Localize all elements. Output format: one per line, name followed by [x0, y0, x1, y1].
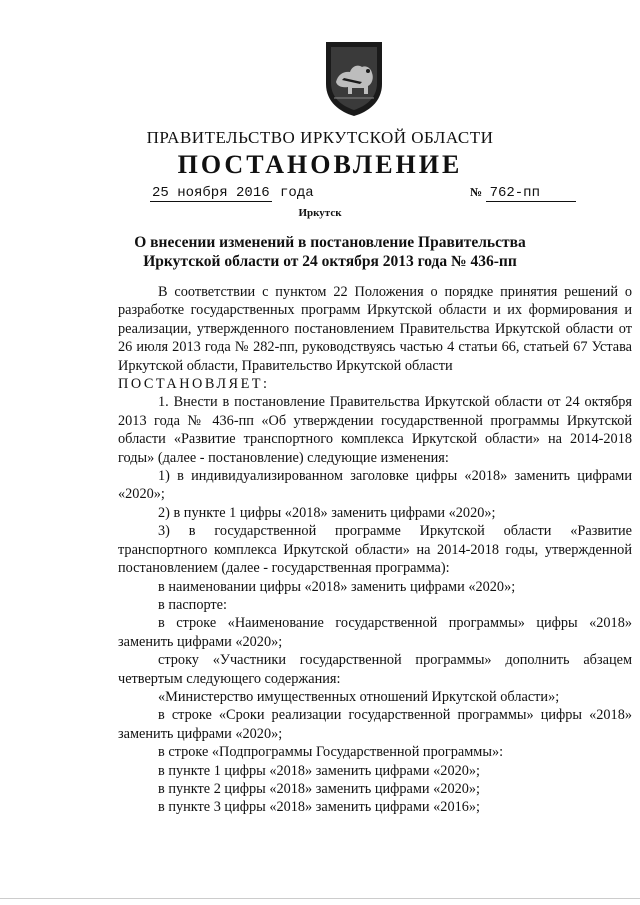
paragraph-subitem-2: 2) в пункте 1 цифры «2018» заменить цифрами «2020»;	[158, 504, 496, 521]
paragraph-subprograms-row: в строке «Подпрограммы Государственной программы»:	[158, 744, 504, 761]
decree-subject: О внесении изменений в постановление Правительства Иркутской области от 24 октября 2013 года № 436-пп	[134, 234, 526, 270]
page-bottom-edge	[0, 898, 640, 899]
paragraph-resolves: ПОСТАНОВЛЯЕТ:	[118, 376, 270, 393]
paragraph-subitem-1: 1) в индивидуализированном заголовке цифры «2018» заменить цифрами «2020»;	[118, 468, 632, 503]
city-name: Иркутск	[298, 207, 342, 219]
document-type-title: ПОСТАНОВЛЕНИЕ	[177, 150, 463, 179]
paragraph-ministry-quote: «Министерство имущественных отношений Иркутской области»;	[158, 688, 560, 705]
irkutsk-coat-of-arms-icon	[322, 38, 386, 118]
number-sign: №	[470, 185, 483, 199]
paragraph-program-name-row: в строке «Наименование государственной программы» цифры «2018» заменить цифрами «2020»;	[118, 615, 632, 650]
paragraph-point-2: в пункте 2 цифры «2018» заменить цифрами «2020»;	[158, 780, 481, 797]
paragraph-point-3: в пункте 3 цифры «2018» заменить цифрами «2016»;	[158, 799, 481, 816]
date-value: 25 ноября 2016	[152, 185, 270, 201]
paragraph-preamble: В соответствии с пунктом 22 Положения о порядке принятия решений о разработке государственных программ Иркутской области и их формирования и реализации, утвержденного постановлением Правительства Иркутской области от 26 июля 2013 года № 282-пп, руководствуясь частью 4 статьи 66, статьей 67 Устава Иркутской области, Правительство Иркутской области	[118, 284, 632, 374]
decree-date	[150, 185, 314, 201]
number-value: 762-пп	[486, 185, 576, 202]
paragraph-subitem-3: 3) в государственной программе Иркутской области «Развитие транспортного комплекса Иркутской области» на 2014-2018 годы, утвержденной постановлением (далее - государственная программа):	[118, 523, 632, 577]
paragraph-point-1: в пункте 1 цифры «2018» заменить цифрами «2020»;	[158, 762, 481, 779]
decree-number	[470, 185, 576, 202]
government-name: ПРАВИТЕЛЬСТВО ИРКУТСКОЙ ОБЛАСТИ	[146, 128, 494, 147]
paragraph-item-1: 1. Внести в постановление Правительства Иркутской области от 24 октября 2013 года № 436-пп «Об утверждении государственной программы Иркутской области «Развитие транспортного комплекса Иркутской области» на 2014-2018 годы» (далее - постановление) следующие изменения:	[118, 394, 632, 466]
date-suffix: года	[280, 185, 314, 201]
paragraph-passport: в паспорте:	[158, 596, 227, 613]
decree-body	[118, 283, 632, 817]
paragraph-name-change: в наименовании цифры «2018» заменить цифрами «2020»;	[158, 578, 516, 595]
paragraph-participants-row: строку «Участники государственной программы» дополнить абзацем четвертым следующего содержания:	[118, 652, 632, 687]
paragraph-terms-row: в строке «Сроки реализации государственной программы» цифры «2018» заменить цифрами «2020»;	[118, 707, 632, 742]
